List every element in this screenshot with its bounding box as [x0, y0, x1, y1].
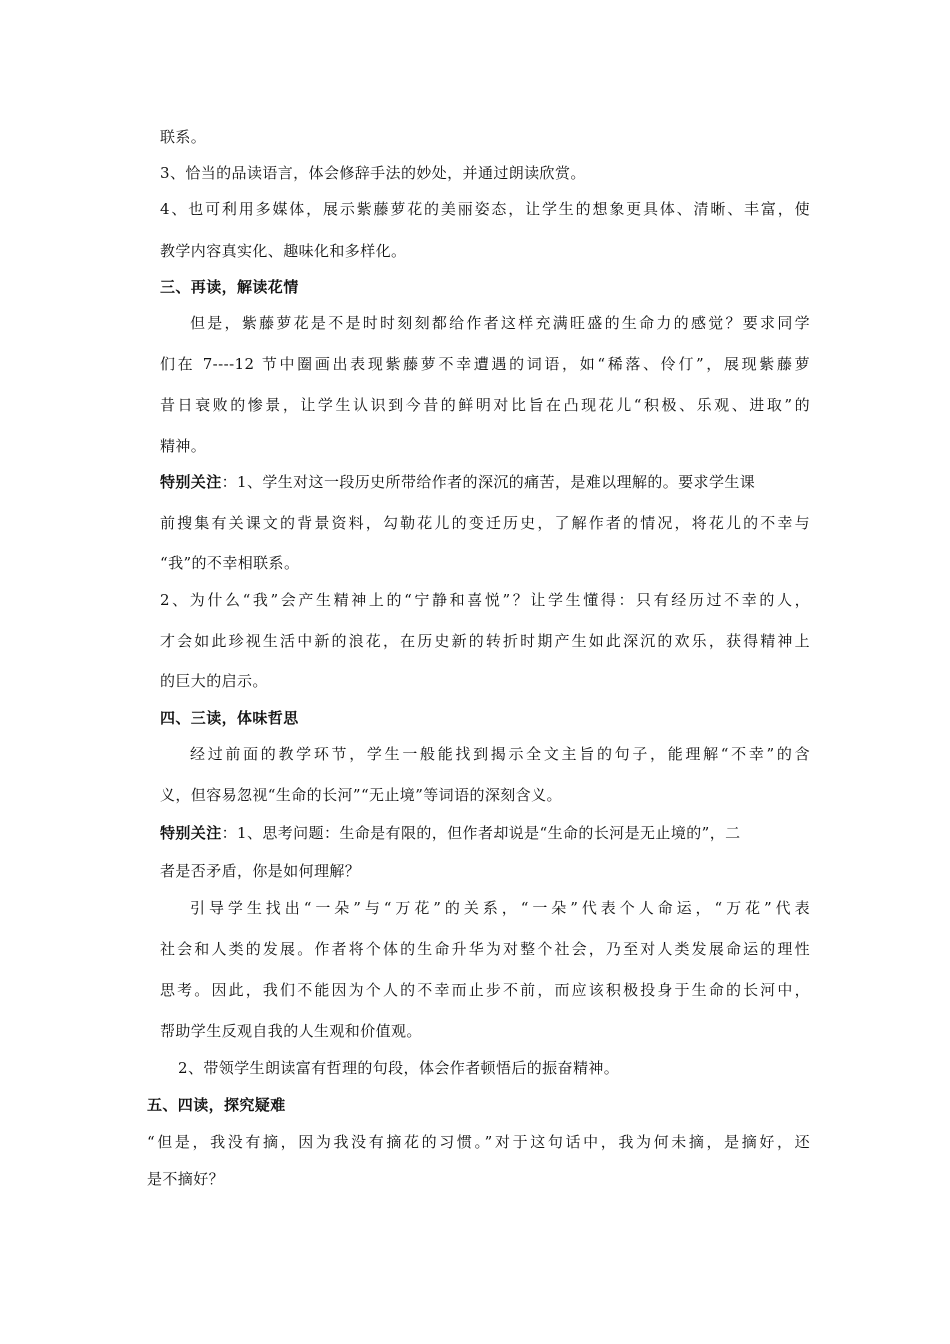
paragraph-line: 帮助学生反观自我的人生观和价值观。 — [160, 1022, 422, 1040]
paragraph-text: ：1、思考问题：生命是有限的，但作者却说是“生命的长河是无止境的”，二 — [221, 824, 741, 842]
paragraph-line: 义，但容易忽视“生命的长河”“无止境”等词语的深刻含义。 — [160, 786, 562, 804]
paragraph-line: 联系。 — [160, 128, 207, 146]
paragraph-line: 但是，紫藤萝花是不是时时刻刻都给作者这样充满旺盛的生命力的感觉？要求同学 — [190, 314, 810, 332]
special-attention-label: 特别关注 — [160, 473, 222, 491]
paragraph-line: 思考。因此，我们不能因为个人的不幸而止步不前，而应该积极投身于生命的长河中， — [160, 981, 810, 999]
section-heading: 三、再读，解读花情 — [160, 278, 299, 296]
section-heading: 四、三读，体味哲思 — [160, 709, 299, 727]
paragraph-line — [160, 471, 810, 493]
paragraph-line: 教学内容真实化、趣味化和多样化。 — [160, 242, 407, 260]
paragraph-line: 昔日衰败的惨景，让学生认识到今昔的鲜明对比旨在凸现花儿“积极、乐观、进取”的 — [160, 396, 810, 414]
paragraph-line: “但是，我没有摘，因为我没有摘花的习惯。”对于这句话中，我为何未摘，是摘好，还 — [147, 1133, 810, 1151]
special-attention-label: 特别关注 — [160, 824, 222, 842]
paragraph-line: 经过前面的教学环节，学生一般能找到揭示全文主旨的句子，能理解“不幸”的含 — [190, 745, 810, 763]
paragraph-line: 2、带领学生朗读富有哲理的句段，体会作者顿悟后的振奋精神。 — [178, 1059, 620, 1077]
paragraph-line — [160, 822, 810, 844]
paragraph-line: 前搜集有关课文的背景资料，勾勒花儿的变迁历史，了解作者的情况，将花儿的不幸与 — [160, 514, 810, 532]
paragraph-line: “我”的不幸相联系。 — [160, 554, 300, 572]
paragraph-line: 者是否矛盾，你是如何理解？ — [160, 862, 361, 880]
paragraph-line: 精神。 — [160, 437, 207, 455]
section-heading: 五、四读，探究疑难 — [147, 1096, 286, 1114]
paragraph-line: 2、为什么“我”会产生精神上的“宁静和喜悦”？让学生懂得：只有经历过不幸的人， — [160, 591, 810, 609]
paragraph-line: 社会和人类的发展。作者将个体的生命升华为对整个社会，乃至对人类发展命运的理性 — [160, 940, 810, 958]
paragraph-line: 4、也可利用多媒体，展示紫藤萝花的美丽姿态，让学生的想象更具体、清晰、丰富，使 — [160, 200, 810, 218]
paragraph-text: ：1、学生对这一段历史所带给作者的深沉的痛苦，是难以理解的。要求学生课 — [221, 473, 756, 491]
paragraph-line: 才会如此珍视生活中新的浪花，在历史新的转折时期产生如此深沉的欢乐，获得精神上 — [160, 632, 810, 650]
paragraph-line: 的巨大的启示。 — [160, 672, 268, 690]
paragraph-line: 引导学生找出“一朵”与“万花”的关系，“一朵”代表个人命运，“万花”代表 — [190, 899, 810, 917]
paragraph-line: 们在 7----12 节中圈画出表现紫藤萝不幸遭遇的词语，如“稀落、伶仃”，展现紫藤萝 — [160, 355, 810, 373]
paragraph-line: 是不摘好？ — [147, 1170, 225, 1188]
paragraph-line: 3、恰当的品读语言，体会修辞手法的妙处，并通过朗读欣赏。 — [160, 164, 586, 182]
